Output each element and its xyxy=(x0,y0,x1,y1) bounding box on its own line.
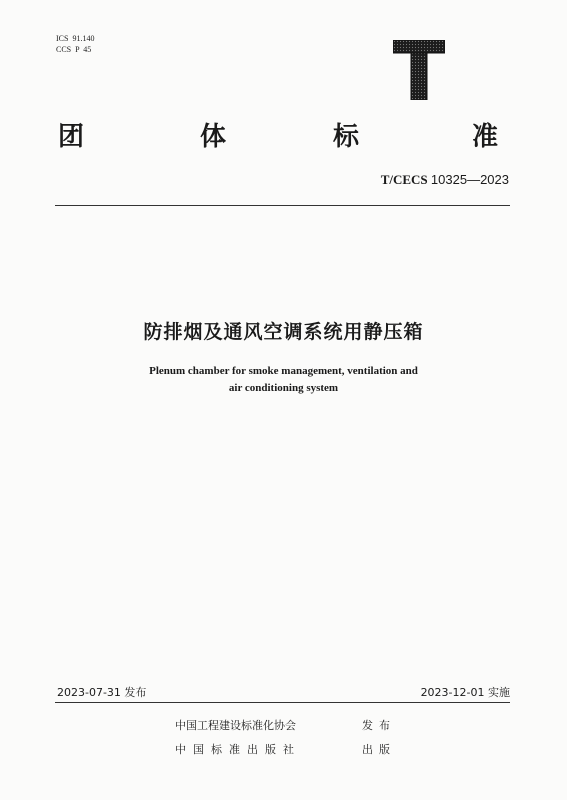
footer-divider xyxy=(55,702,510,703)
implementation-date: 2023-12-01 实施 xyxy=(420,686,510,699)
title-english-line: air conditioning system xyxy=(228,382,339,394)
title-chinese: 防排烟及通风空调系统用静压箱 xyxy=(143,321,424,343)
publishing-house: 中国标准出版社 xyxy=(175,743,301,756)
standard-code-number: 10325—2023 xyxy=(430,172,509,187)
standard-code-prefix: T/CECS xyxy=(380,172,428,187)
classification-codes xyxy=(56,33,94,55)
title-english-line: Plenum chamber for smoke management, ventilation and xyxy=(149,365,418,377)
header-divider xyxy=(55,205,510,206)
ics-code: ICS 91.140 xyxy=(56,34,95,43)
standard-type-char: 团 xyxy=(58,122,85,152)
issuing-action: 发布 xyxy=(362,719,396,732)
title-english xyxy=(0,363,567,397)
ccs-code: CCS P 45 xyxy=(56,45,92,54)
standard-type xyxy=(58,116,508,156)
standard-type-char: 标 xyxy=(333,122,360,152)
standard-type-char: 体 xyxy=(200,122,227,152)
standard-code xyxy=(381,172,509,188)
issuing-organization: 中国工程建设标准化协会 xyxy=(175,719,296,732)
issue-date: 2023-07-31 发布 xyxy=(57,686,147,699)
standard-type-char: 准 xyxy=(472,122,499,152)
t-standard-logo xyxy=(393,40,445,100)
publishing-action: 出版 xyxy=(362,743,396,756)
